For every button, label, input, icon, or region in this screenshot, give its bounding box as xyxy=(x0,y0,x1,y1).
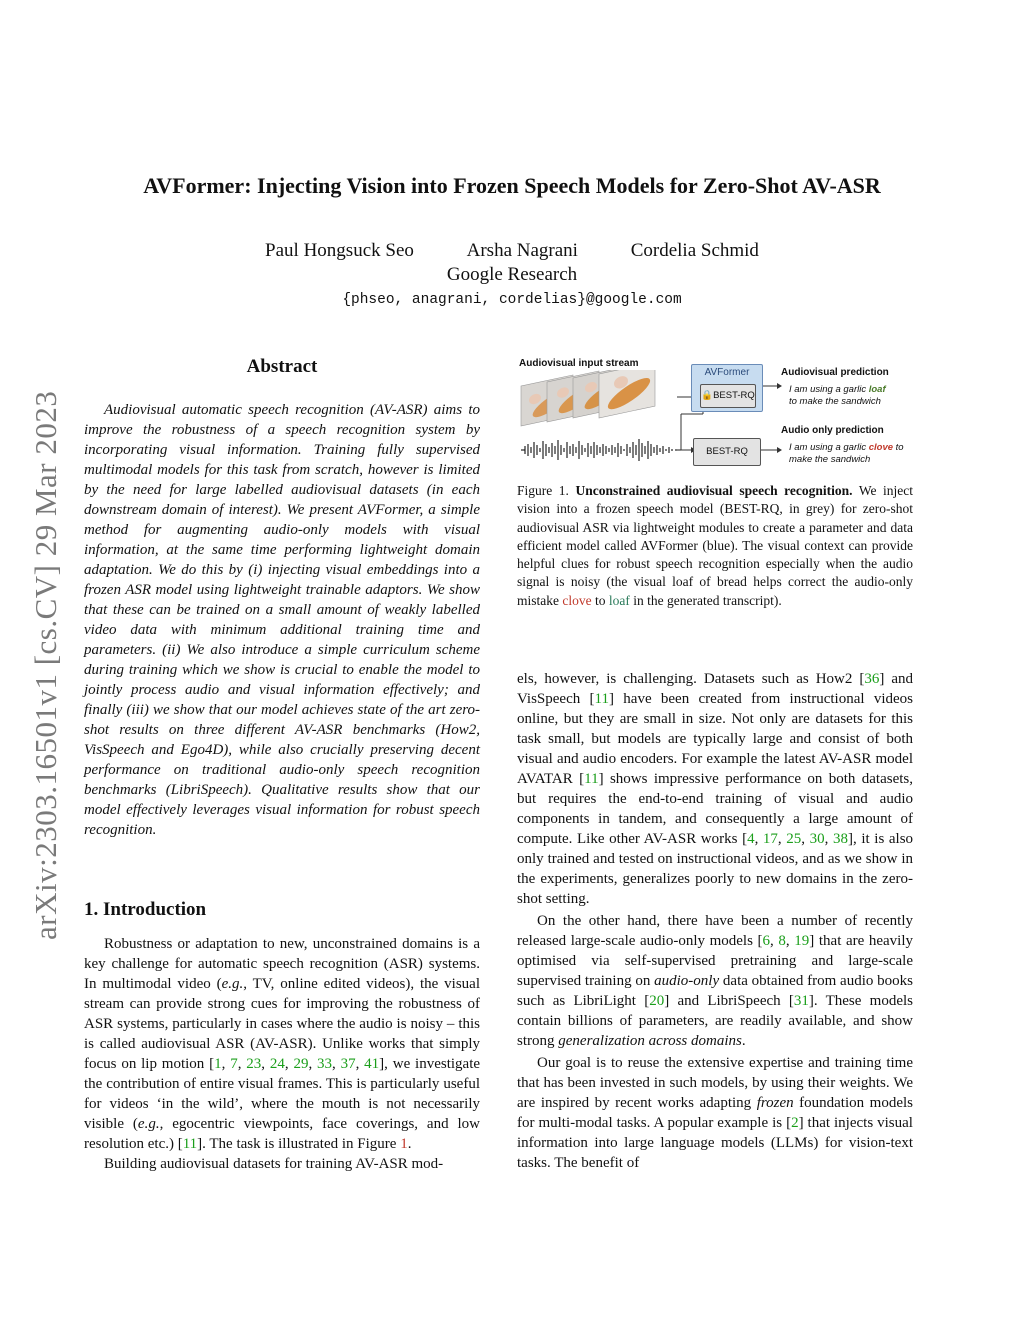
audio-only-prediction-title: Audio only prediction xyxy=(781,425,884,436)
author-name: Arsha Nagrani xyxy=(466,240,578,261)
citation-link[interactable]: 23 xyxy=(246,1056,262,1072)
av-prediction-title: Audiovisual prediction xyxy=(781,367,889,378)
avformer-label: AVFormer xyxy=(704,367,750,378)
introduction-body xyxy=(84,934,480,1174)
audio-only-prediction-text: I am using a garlic clove to make the sandwich xyxy=(789,442,904,465)
figure-reference-link[interactable]: 1 xyxy=(400,1136,408,1152)
bestrq-label: BEST-RQ xyxy=(713,390,755,401)
citation-link[interactable]: 25 xyxy=(786,831,802,847)
input-stream-label: Audiovisual input stream xyxy=(519,358,639,369)
abstract-paragraph: Audiovisual automatic speech recognition (AV-ASR) aims to improve the robustness of a speech recognition system by incorporating visual information. Training fully supervised multimodal models for this task from scratch, however is limited by the need for large labelled audiovisual datasets (in each downstream domain of interest). We present AVFormer, a simple method for augmenting audio-only models with visual information, at the same time performing lightweight domain adaptation. We do this by (i) injecting visual embeddings into a frozen ASR model using lightweight trainable adaptors. We show that these can be trained on a small amount of weakly labelled video data with minimum additional training time and parameters. (ii) We also introduce a simple curriculum scheme during training which we show is crucial to enable the model to jointly process audio and visual information effectively; and finally (iii) we show that our model achieves state of the art zero-shot results on three different AV-ASR benchmarks (How2, VisSpeech and Ego4D), while also crucially preserving decent performance on traditional audio-only speech recognition benchmarks (LibriSpeech). Qualitative results show that our model effectively leverages visual information for robust speech recognition. xyxy=(84,402,480,838)
mistaken-word: clove xyxy=(868,442,894,453)
citation-link[interactable]: 38 xyxy=(833,831,848,847)
citation-link[interactable]: 2 xyxy=(791,1115,799,1131)
citation-link[interactable]: 33 xyxy=(317,1056,333,1072)
video-frames xyxy=(521,370,655,426)
correct-word: loaf xyxy=(868,384,886,395)
body-paragraph: Our goal is to reuse the extensive expertise and training time that has been invested in such models, by using their weights. We are inspired by recent works adapting frozen foundation models for multi-modal tasks. A popular example is [2] that injects visual information into large language models (LLMs) for vision-text tasks. The benefit of xyxy=(517,1055,913,1171)
input-stream-illustration xyxy=(517,370,689,470)
body-paragraph: Building audiovisual datasets for training AV-ASR mod- xyxy=(104,1156,444,1172)
section-heading-introduction: 1. Introduction xyxy=(84,899,207,920)
author-name: Paul Hongsuck Seo xyxy=(265,240,414,261)
affiliation: Google Research xyxy=(446,264,578,285)
citation-link[interactable]: 6 xyxy=(762,933,771,949)
citation-link[interactable]: 8 xyxy=(778,933,786,949)
citation-link[interactable]: 36 xyxy=(864,671,880,687)
body-paragraph: On the other hand, there have been a number of recently released large-scale audio-only models [6, 8, 19] that are heavily optimised via self-supervised pretraining and large-scale supervised training on audio-only data obtained from audio books such as LibriLight [20] and LibriSpeech [31]. These models contain billions of parameters, are readily available, and show strong generalization across domains. xyxy=(517,913,914,1049)
citation-link[interactable]: 11 xyxy=(594,691,609,707)
author-email: {phseo, anagrani, cordelias}@google.com xyxy=(342,292,682,308)
paper-title: AVFormer: Injecting Vision into Frozen Speech Models for Zero-Shot AV-ASR xyxy=(143,173,881,198)
av-prediction-text: I am using a garlic loaf to make the sandwich xyxy=(789,384,886,407)
figure-1 xyxy=(517,352,917,472)
abstract-heading: Abstract xyxy=(246,356,318,377)
body-paragraph: els, however, is challenging. Datasets such as How2 [36] and VisSpeech [11] have been created from instructional videos online, but they are small in size. Not only are datasets for this task small, but models are typically large and consist of both visual and audio encoders. For example the latest AV-ASR model AVATAR [11] shows impressive performance on both datasets, but requires the end-to-end training of visual and audio components in tandem, and consequently a large amount of compute. Like other AV-ASR works [4, 17, 25, 30, 38], it is also only trained and tested on instructional videos, and as we show in the experiments, generalizes poorly to new domains in the zero-shot setting. xyxy=(517,671,914,907)
arxiv-identifier: arXiv:2303.16501v1 [cs.CV] 29 Mar 2023 xyxy=(28,390,63,940)
figure-1-caption: Figure 1. Unconstrained audiovisual speech recognition. We inject vision into a frozen speech model (BEST-RQ, in grey) for zero-shot audiovisual ASR via lightweight modules to create a parameter and data efficient model called AVFormer (blue). The visual context can provide helpful clues for robust speech recognition especially when the audio signal is noisy (the visual loaf of bread helps correct the audio-only mistake clove to loaf in the generated transcript). xyxy=(517,483,913,608)
citation-link[interactable]: 7 xyxy=(230,1056,238,1072)
abstract-body xyxy=(84,400,480,840)
citation-link[interactable]: 20 xyxy=(649,993,665,1009)
citation-link[interactable]: 17 xyxy=(762,831,778,847)
citation-link[interactable]: 37 xyxy=(340,1056,356,1072)
citation-link[interactable]: 11 xyxy=(584,771,599,787)
audio-only-bestrq-box: BEST-RQ xyxy=(693,438,761,466)
citation-link[interactable]: 31 xyxy=(793,993,809,1009)
author-name: Cordelia Schmid xyxy=(630,240,759,261)
frozen-bestrq-box xyxy=(700,384,756,408)
citation-link[interactable]: 29 xyxy=(293,1056,309,1072)
audio-waveform xyxy=(521,439,681,461)
right-column-body xyxy=(517,669,913,1173)
avformer-model-box xyxy=(691,364,763,412)
citation-link[interactable]: 41 xyxy=(364,1056,380,1072)
citation-link[interactable]: 30 xyxy=(809,831,825,847)
citation-link[interactable]: 19 xyxy=(794,933,810,949)
citation-link[interactable]: 4 xyxy=(747,831,755,847)
author-list xyxy=(0,240,1024,262)
citation-link[interactable]: 11 xyxy=(182,1136,198,1152)
body-paragraph: Robustness or adaptation to new, unconstrained domains is a key challenge for automatic speech recognition (ASR) systems. In multimodal video (e.g., TV, online edited videos), the visual stream can provide strong cues for improving the robustness of ASR systems, particularly in cases where the audio is noisy – this is called audiovisual ASR (AV-ASR). Unlike works that simply focus on lip motion [1, 7, 23, 24, 29, 33, 37, 41], we investigate the contribution of entire visual frames. This is particularly useful for videos ‘in the wild’, where the mouth is not necessarily visible (e.g., egocentric viewpoints, face coverings, and low resolution etc.) [11]. The task is illustrated in Figure 1. xyxy=(84,936,481,1152)
citation-link[interactable]: 1 xyxy=(214,1056,222,1072)
lock-icon: 🔒 xyxy=(701,390,714,401)
citation-link[interactable]: 24 xyxy=(269,1056,285,1072)
